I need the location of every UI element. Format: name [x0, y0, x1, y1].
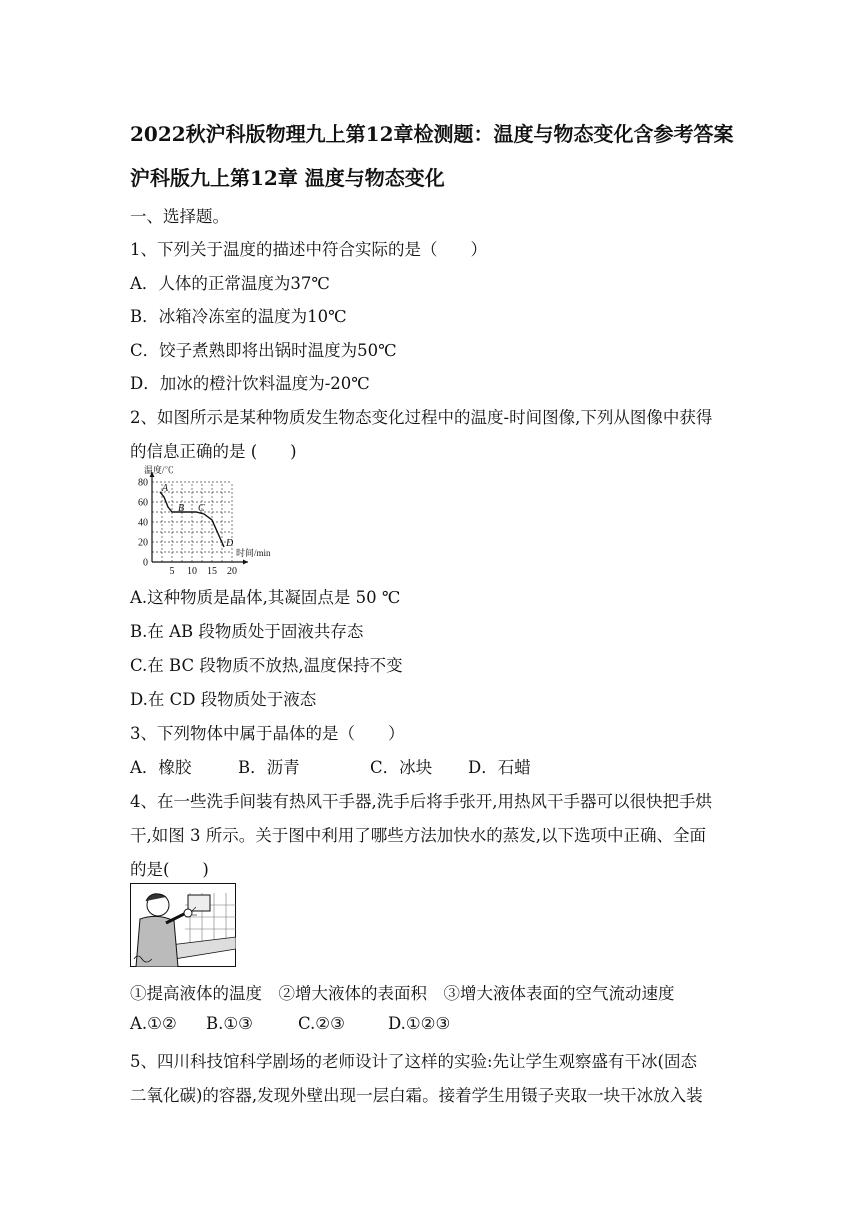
q1-option-a: A．人体的正常温度为37℃	[130, 274, 330, 293]
q5-line2: 二氧化碳)的容器,发现外壁出现一层白霜。接着学生用镊子夹取一块干冰放入装	[130, 1086, 703, 1105]
q1-option-d: D．加冰的橙汁饮料温度为-20℃	[130, 374, 370, 393]
q3-stem: 3、下列物体中属于晶体的是（ ）	[130, 724, 405, 743]
y-tick-label: 0	[143, 557, 148, 569]
q4-option-b: B.①③	[206, 1014, 253, 1033]
q4-option-c: C.②③	[298, 1014, 345, 1033]
q4-stem-line2: 干,如图 3 所示。关于图中利用了哪些方法加快水的蒸发,以下选项中正确、全面	[130, 826, 706, 845]
x-tick-label: 5	[169, 566, 175, 577]
x-tick-label: 10	[187, 566, 197, 577]
q4-option-d: D.①②③	[388, 1014, 451, 1033]
x-tick-label: 15	[207, 566, 217, 577]
q5-line1: 5、四川科技馆科学剧场的老师设计了这样的实验:先让学生观察盛有干冰(固态	[130, 1052, 697, 1071]
q1-option-b: B．冰箱冷冻室的温度为10℃	[130, 307, 347, 326]
x-axis-label: 时间/min	[236, 548, 271, 558]
chart-svg	[126, 462, 286, 582]
q2-option-c: C.在 BC 段物质不放热,温度保持不变	[130, 656, 403, 675]
y-tick-label: 20	[138, 537, 148, 549]
q3-option-d: D．石蜡	[468, 758, 531, 777]
document-title: 2022秋沪科版物理九上第12章检测题：温度与物态变化含参考答案	[130, 122, 734, 146]
q4-stem-line1: 4、在一些洗手间装有热风干手器,洗手后将手张开,用热风干手器可以很快把手烘	[130, 792, 712, 811]
section-heading: 一、选择题。	[130, 207, 229, 226]
x-tick-label: 20	[227, 566, 237, 577]
x-axis-arrow	[243, 560, 248, 565]
q3-option-a: A．橡胶	[130, 758, 192, 777]
hand-dryer-drawing	[130, 883, 236, 967]
q4-options	[130, 1014, 450, 1033]
q4-option-a: A.①②	[130, 1014, 177, 1033]
q2-option-d: D.在 CD 段物质处于液态	[130, 690, 317, 709]
hand-dryer-illustration	[130, 883, 236, 967]
q3-options	[130, 754, 531, 778]
q1-option-c: C．饺子煮熟即将出锅时温度为50℃	[130, 341, 397, 360]
y-tick-label: 60	[138, 497, 148, 509]
q1-stem: 1、下列关于温度的描述中符合实际的是（ ）	[130, 240, 487, 259]
y-axis-label: 温度/℃	[144, 465, 174, 475]
q2-stem-line2: 的信息正确的是 ( )	[130, 442, 297, 461]
q2-option-a: A.这种物质是晶体,其凝固点是 50 ℃	[130, 588, 401, 607]
point-label: B	[178, 503, 185, 514]
y-tick-label: 40	[138, 517, 148, 529]
temperature-time-chart	[126, 462, 286, 582]
point-label: A	[162, 483, 169, 494]
point-label: C	[198, 503, 205, 514]
document-subtitle: 沪科版九上第12章 温度与物态变化	[130, 166, 445, 190]
q4-stem-line3: 的是( )	[130, 860, 209, 879]
q2-option-b: B.在 AB 段物质处于固液共存态	[130, 622, 364, 641]
q3-option-c: C．冰块	[370, 758, 433, 777]
q2-stem-line1: 2、如图所示是某种物质发生物态变化过程中的温度-时间图像,下列从图像中获得	[130, 408, 713, 427]
point-label: D	[226, 538, 234, 549]
q3-option-b: B．沥青	[238, 758, 300, 777]
q4-methods: ①提高液体的温度 ②增大液体的表面积 ③增大液体表面的空气流动速度	[130, 984, 675, 1003]
y-tick-label: 80	[138, 477, 148, 489]
